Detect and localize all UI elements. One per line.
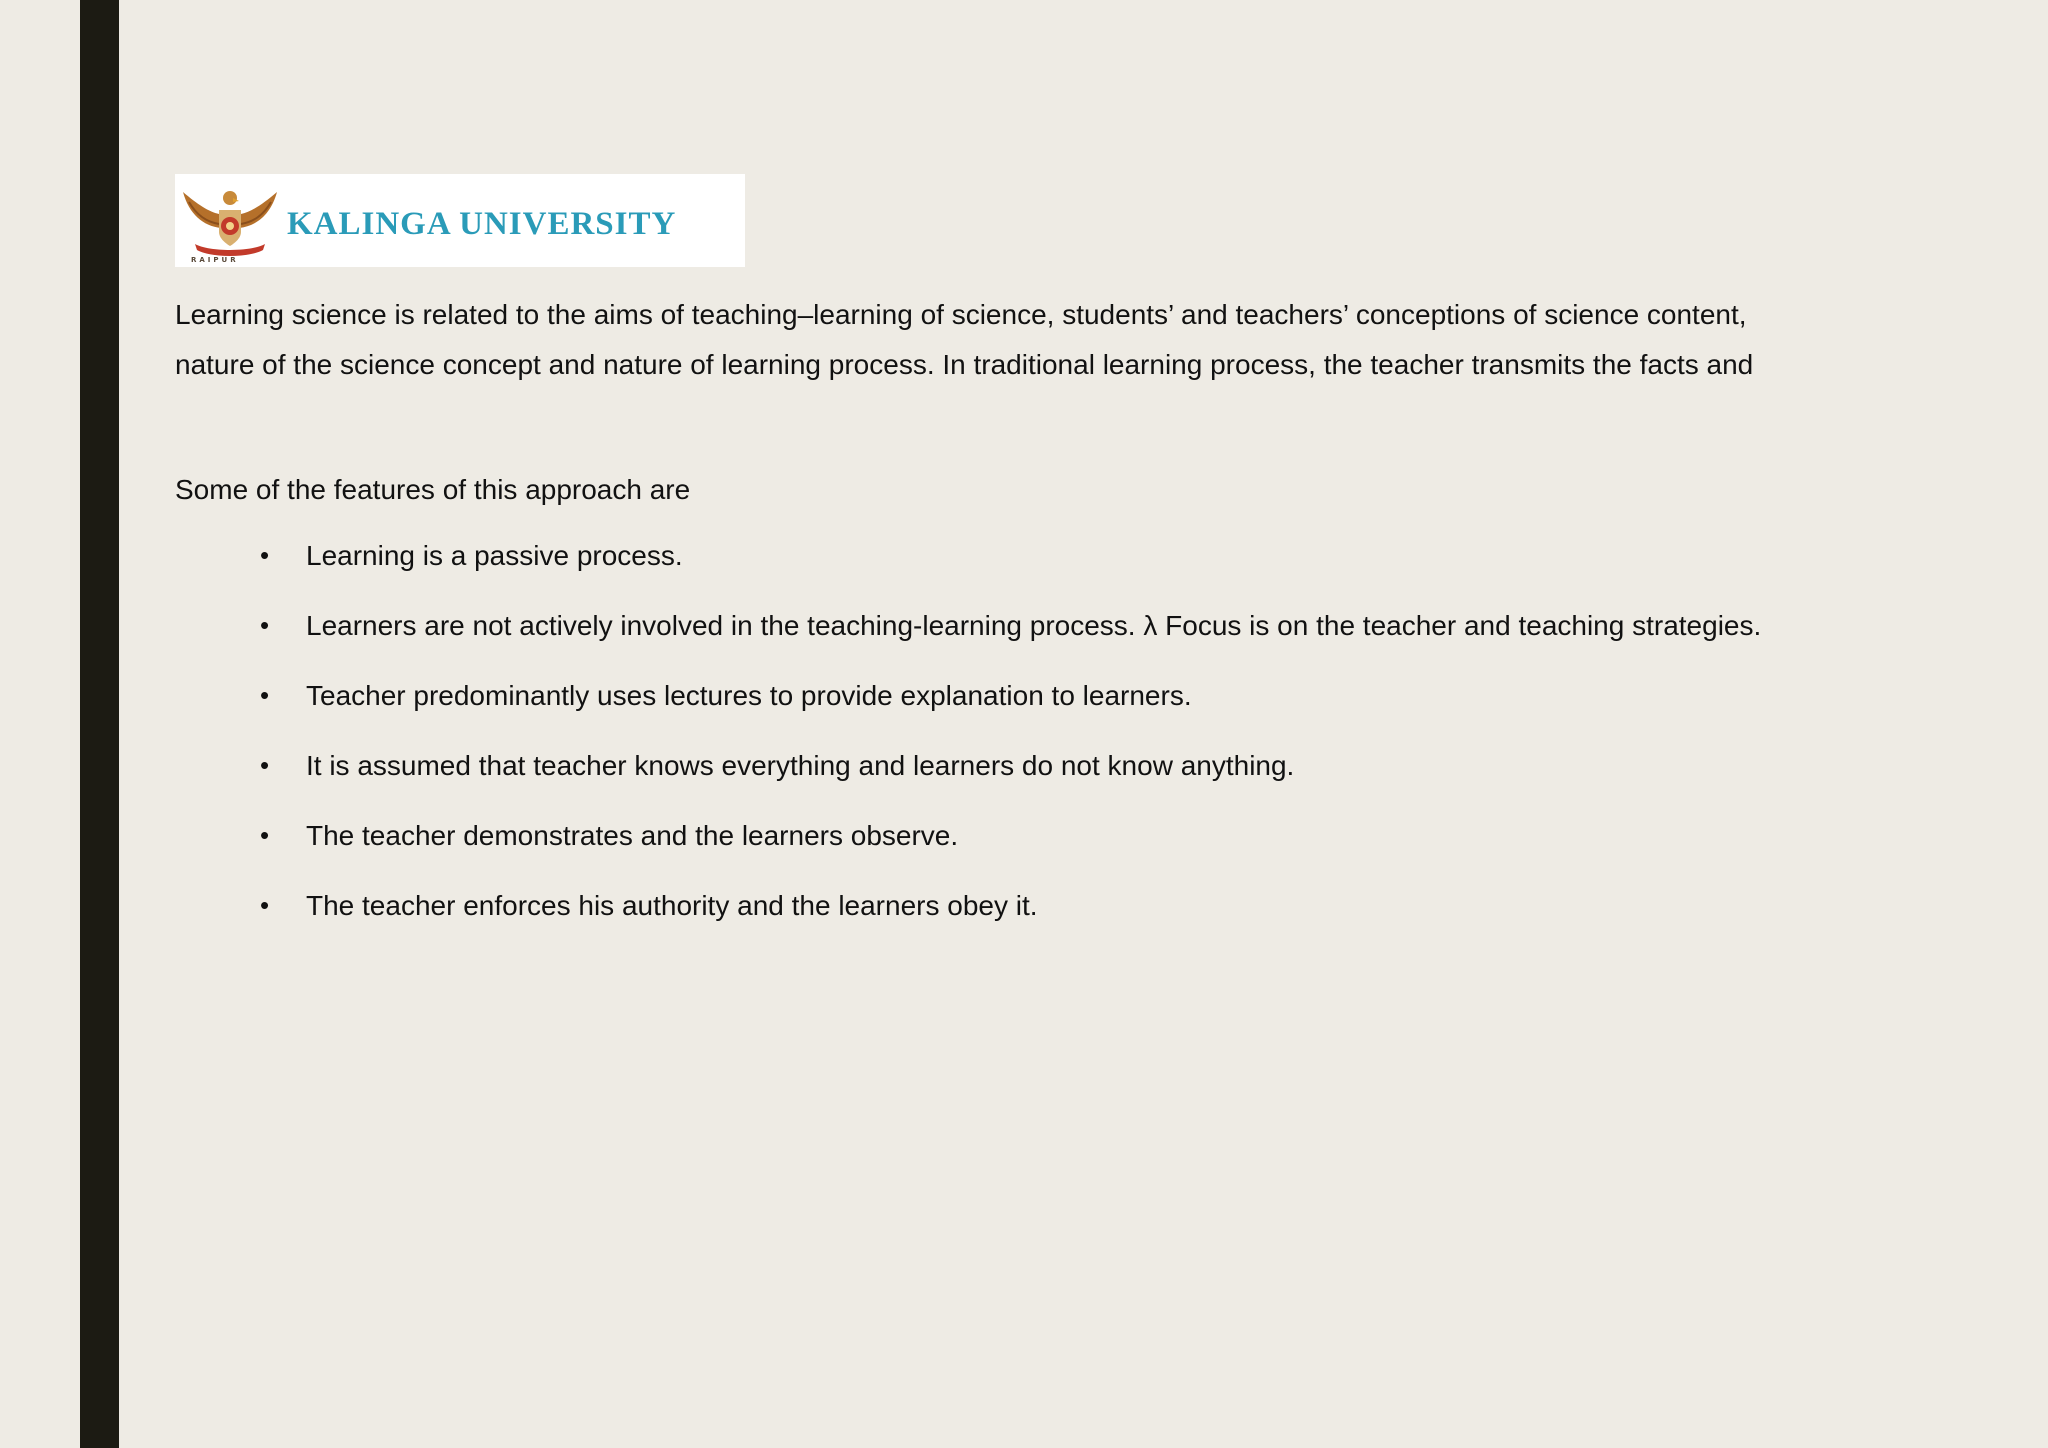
bullet-icon: • (260, 750, 270, 780)
list-item (260, 818, 1766, 853)
university-logo (175, 174, 745, 267)
list-item (260, 538, 1766, 573)
logo-location: RAIPUR (191, 256, 239, 264)
left-accent-bar (80, 0, 119, 1448)
university-emblem (175, 174, 285, 267)
list-item-text: Learners are not actively involved in the teaching-learning process. λ Focus is on the teacher and teaching strategies. (306, 610, 1762, 641)
eagle-emblem-icon (175, 174, 285, 267)
bullet-icon: • (260, 680, 270, 710)
list-item-text: Learning is a passive process. (306, 540, 683, 571)
list-item-text: The teacher demonstrates and the learners observe. (306, 820, 959, 851)
bullet-icon: • (260, 820, 270, 850)
intro-paragraph: Learning science is related to the aims of teaching–learning of science, students’ and teachers’ conceptions of science content, nature of the science concept and nature of learning process. In traditional learning process, the teacher transmits the facts and (175, 299, 1754, 380)
features-lead: Some of the features of this approach are (175, 474, 691, 505)
list-item-text: The teacher enforces his authority and the learners obey it. (306, 890, 1038, 921)
list-item (260, 678, 1766, 713)
bullet-icon: • (260, 540, 270, 570)
university-name: KALINGA UNIVERSITY (287, 206, 677, 242)
features-list (260, 538, 1766, 958)
list-item (260, 888, 1766, 923)
list-item-text: It is assumed that teacher knows everything and learners do not know anything. (306, 750, 1295, 781)
list-item (260, 608, 1766, 643)
bullet-icon: • (260, 890, 270, 920)
list-item (260, 748, 1766, 783)
bullet-icon: • (260, 610, 270, 640)
list-item-text: Teacher predominantly uses lectures to provide explanation to learners. (306, 680, 1192, 711)
